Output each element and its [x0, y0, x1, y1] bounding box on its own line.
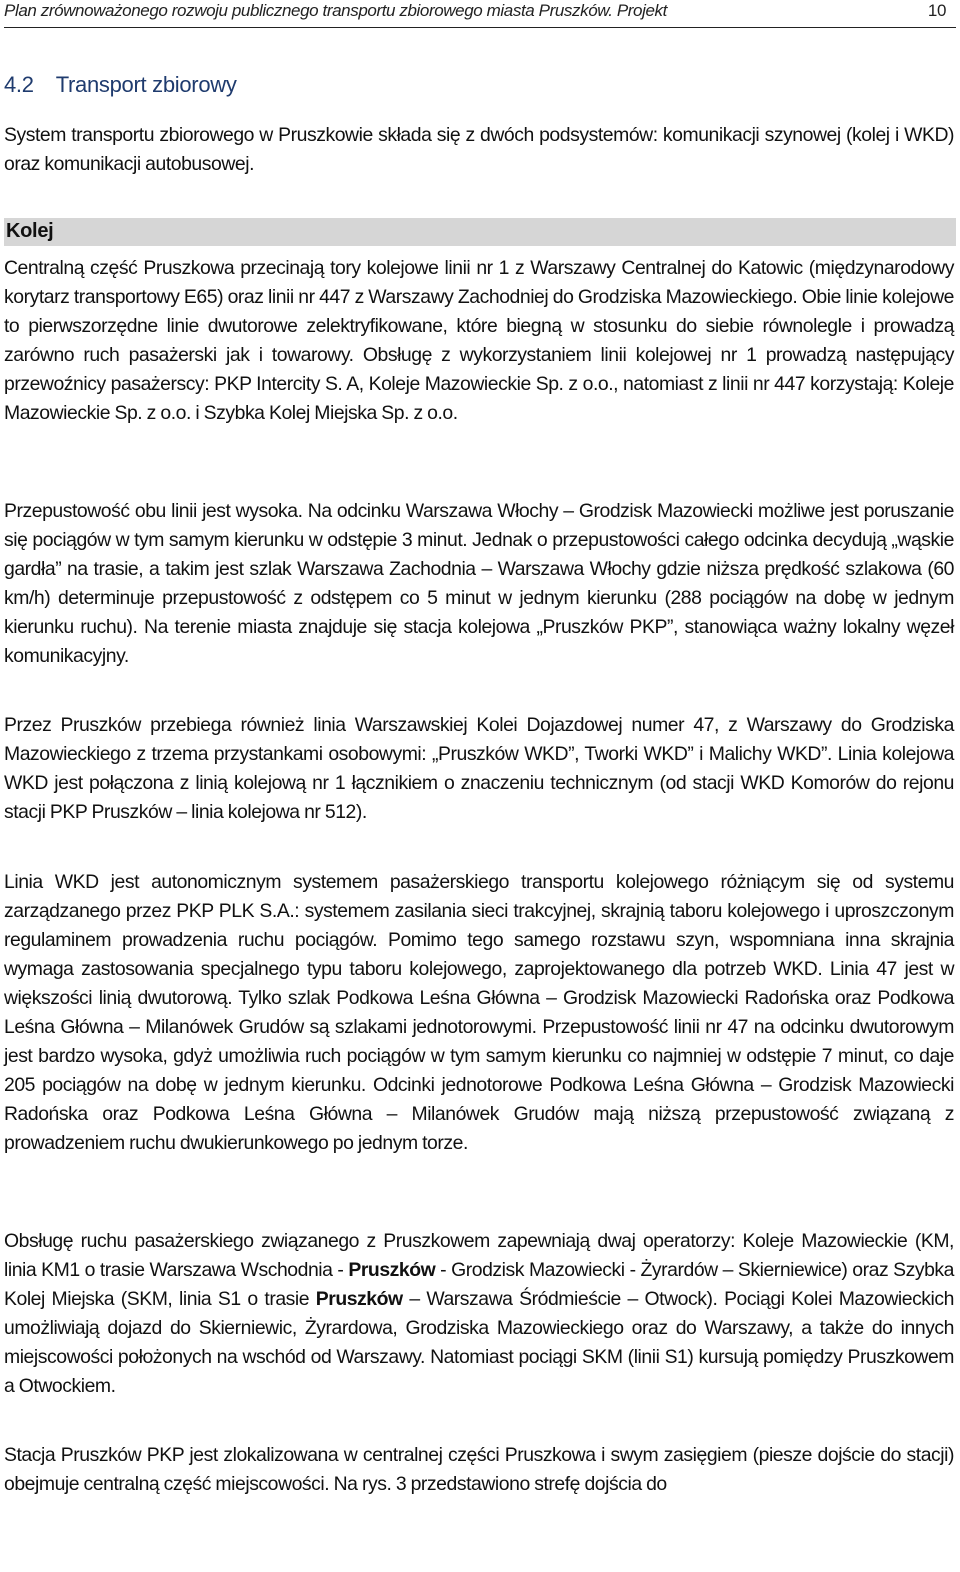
intro-paragraph: System transportu zbiorowego w Pruszkowie składa się z dwóch podsystemów: komunikacji szynowej (kolej i WKD) oraz komunikacji autobusowej.: [4, 124, 954, 175]
subheading-bar: [4, 218, 956, 246]
section-heading: [4, 72, 237, 98]
paragraph-wkd: Przez Pruszków przebiega również linia Warszawskiej Kolei Dojazdowej numer 47, z Warszawy do Grodziska Mazowieckiego z trzema przystankami osobowymi: „Pruszków WKD”, Tworki WKD” i Malichy WKD”. Linia kolejowa WKD jest połączona z linią kolejową nr 1 łącznikiem o znaczeniu technicznym (od stacji WKD Komorów do rejonu stacji PKP Pruszków – linia kolejowa nr 512).: [4, 714, 954, 823]
paragraph-operators: [4, 1227, 954, 1401]
operators-bold-1: Pruszków: [348, 1259, 436, 1281]
page-header: [4, 1, 956, 28]
header-title: Plan zrównoważonego rozwoju publicznego transportu zbiorowego miasta Pruszków. Projekt: [4, 1, 667, 20]
operators-text-1: Obsługę ruchu pasażerskiego związanego z Pruszkowem zapewniają dwaj operatorzy: Koleje Mazowieckie (KM, linia KM1 o trasie Warszawa Wschodnia -: [4, 1230, 954, 1281]
page-number: 10: [927, 1, 946, 20]
operators-text-2: - Grodzisk Mazowiecki - Żyrardów – Skierniewice) oraz Szybka Kolej Miejska (SKM, linia S1 o trasie: [4, 1259, 954, 1310]
paragraph-capacity: Przepustowość obu linii jest wysoka. Na odcinku Warszawa Włochy – Grodzisk Mazowiecki możliwe jest poruszanie się pociągów w tym samym kierunku w odstępie 3 minut. Jednak o przepustowości całego odcinka decydują „wąskie gardła” na trasie, a takim jest szlak Warszawa Zachodnia – Warszawa Włochy gdzie niższa prędkość szlakowa (60 km/h) determinuje przepustowość z odstępem co 5 minut w jednym kierunku (288 pociągów na dobę w jednym kierunku ruchu). Na terenie miasta znajduje się stacja kolejowa „Pruszków PKP”, stanowiąca ważny lokalny węzeł komunikacyjny.: [4, 500, 954, 667]
operators-text-3: – Warszawa Śródmieście – Otwock). Pociągi Kolei Mazowieckich umożliwiają dojazd do Skierniewic, Żyrardowa, Grodziska Mazowieckiego oraz do Warszawy, a także do innych miejscowości położonych na wschód od Warszawy. Natomiast pociągi SKM (linii S1) kursują pomiędzy Pruszkowem a Otwockiem.: [4, 1288, 954, 1397]
operators-bold-2: Pruszków: [315, 1288, 403, 1310]
section-number: 4.2: [4, 72, 34, 97]
paragraph-wkd-system: Linia WKD jest autonomicznym systemem pasażerskiego transportu kolejowego różniącym się od systemu zarządzanego przez PKP PLK S.A.: systemem zasilania sieci trakcyjnej, skrajnią taboru kolejowego i uproszczonym regulaminem prowadzenia ruchu pociągów. Pomimo tego samego rozstawu szyn, wspomniana inna skrajnia wymaga zastosowania specjalnego typu taboru kolejowego, zaprojektowanego dla potrzeb WKD. Linia 47 jest w większości linią dwutorową. Tylko szlak Podkowa Leśna Główna – Grodzisk Mazowiecki Radońska oraz Podkowa Leśna Główna – Milanówek Grudów są szlakami jednotorowymi. Przepustowość linii nr 47 na odcinku dwutorowym jest bardzo wysoka, gdyż umożliwia ruch pociągów w tym samym kierunku co najmniej w odstępie 7 minut, co daje 205 pociągów na dobę w jednym kierunku. Odcinki jednotorowe Podkowa Leśna Główna – Grodzisk Mazowiecki Radońska oraz Podkowa Leśna Główna – Milanówek Grudów mają niższą przepustowość związaną z prowadzeniem ruchu dwukierunkowego po jednym torze.: [4, 871, 954, 1154]
paragraph-lines: Centralną część Pruszkowa przecinają tory kolejowe linii nr 1 z Warszawy Centralnej do Katowic (międzynarodowy korytarz transportowy E65) oraz linii nr 447 z Warszawy Zachodniej do Grodziska Mazowieckiego. Obie linie kolejowe to pierwszorzędne linie dwutorowe zelektryfikowane, które biegną w stosunku do siebie równolegle i prowadzą zarówno ruch pasażerski jak i towarowy. Obsługę z wykorzystaniem linii kolejowej nr 1 prowadzą następujący przewoźnicy pasażerscy: PKP Intercity S. A, Koleje Mazowieckie Sp. z o.o., natomiast z linii nr 447 korzystają: Koleje Mazowieckie Sp. z o.o. i Szybka Kolej Miejska Sp. z o.o.: [4, 257, 954, 424]
paragraph-station: Stacja Pruszków PKP jest zlokalizowana w centralnej części Pruszkowa i swym zasięgiem (piesze dojście do stacji) obejmuje centralną część miejscowości. Na rys. 3 przedstawiono strefę dojścia do: [4, 1444, 954, 1495]
subheading-kolej: Kolej: [6, 220, 54, 242]
section-title: Transport zbiorowy: [55, 72, 237, 97]
